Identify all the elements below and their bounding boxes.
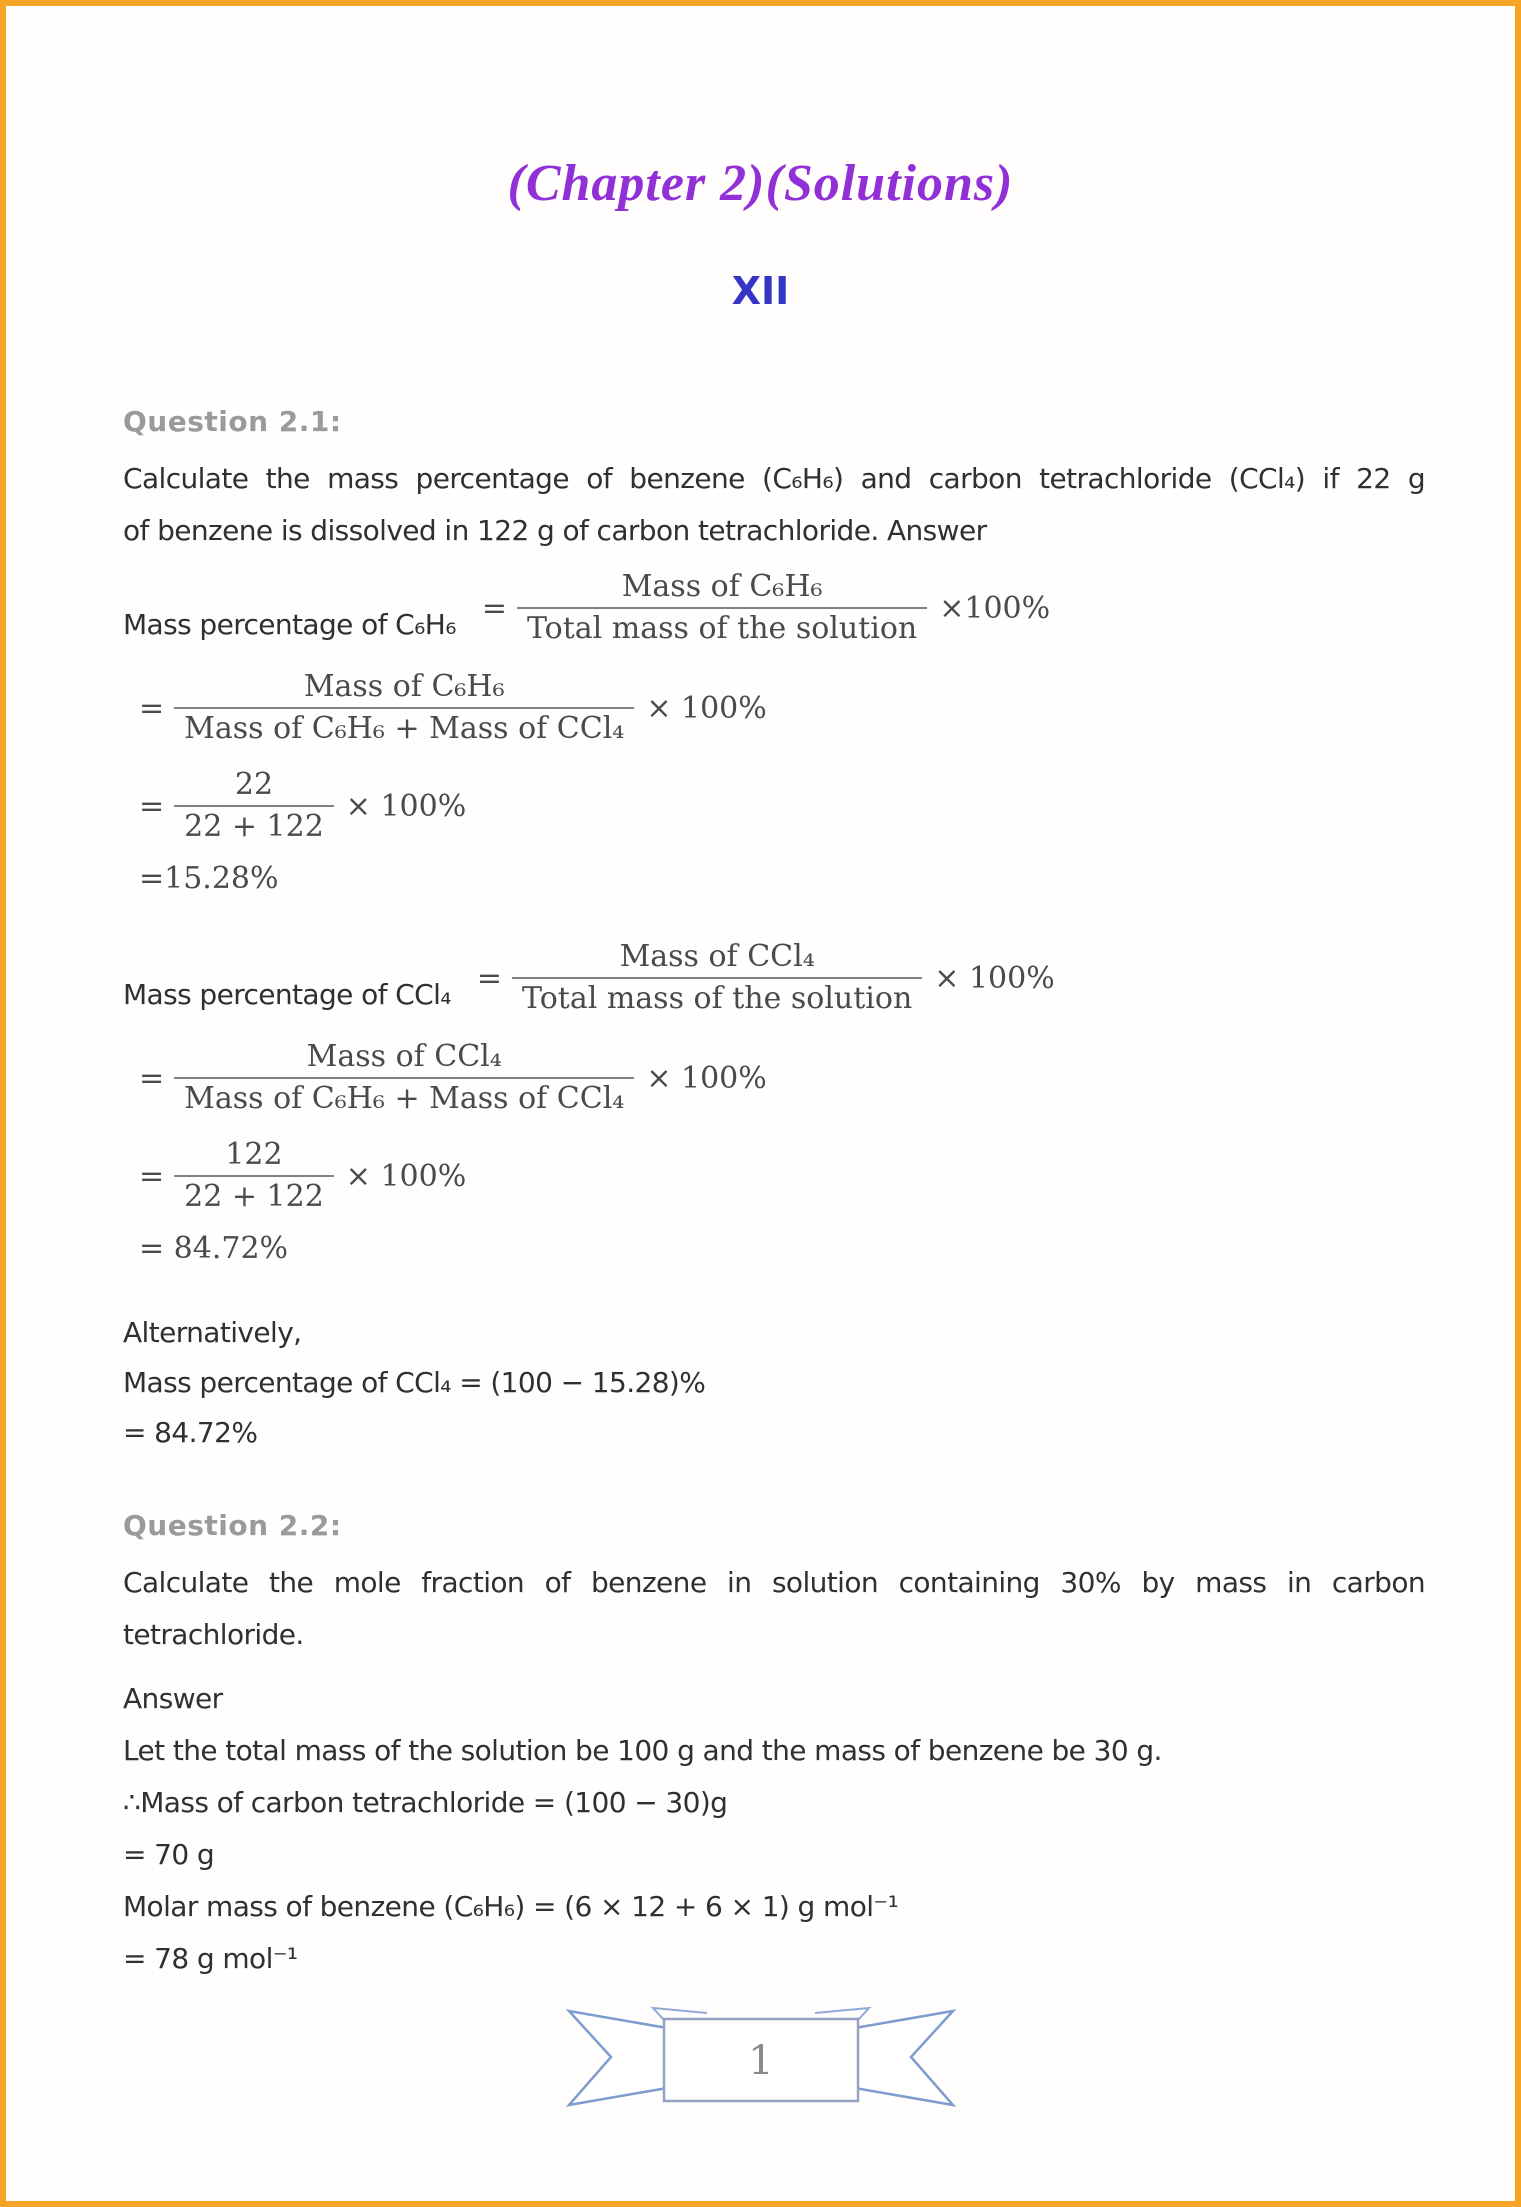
equals-sign: = bbox=[476, 960, 503, 996]
page-content bbox=[6, 405, 1515, 1977]
fraction bbox=[512, 937, 922, 1019]
equals-sign: = bbox=[139, 788, 165, 824]
question-2-2-line-2: tetrachloride. bbox=[123, 1618, 304, 1651]
ribbon-right-tail bbox=[849, 2011, 953, 2105]
formula-c6h6-numeric bbox=[123, 765, 1425, 847]
question-2-2-line-1: Calculate the mole fraction of benzene in solution containing 30% by mass in carbon bbox=[123, 1566, 1425, 1599]
page-title: (Chapter 2)(Solutions) bbox=[507, 155, 1014, 212]
question-2-2-solution-steps bbox=[123, 1733, 1425, 1977]
question-2-2-text bbox=[123, 1557, 1425, 1661]
fraction-denominator: Total mass of the solution bbox=[517, 607, 927, 649]
question-2-2-heading: Question 2.2: bbox=[123, 1509, 342, 1542]
formula-ccl4-numeric bbox=[123, 1135, 1425, 1217]
equals-sign: = bbox=[139, 1060, 165, 1096]
fraction-denominator: Mass of C₆H₆ + Mass of CCl₄ bbox=[174, 1077, 634, 1119]
page-subtitle: XII bbox=[731, 269, 790, 313]
page-number: 1 bbox=[747, 2038, 774, 2084]
question-2-1-heading: Question 2.1: bbox=[123, 405, 342, 438]
equals-sign: = bbox=[139, 1158, 165, 1194]
fraction-numerator: Mass of CCl₄ bbox=[306, 1039, 502, 1074]
multiply-100-percent: ×100% bbox=[939, 590, 1051, 626]
formula-mass-percent-ccl4-definition bbox=[123, 937, 1425, 1019]
formula-expression bbox=[139, 667, 767, 749]
solution-step: Let the total mass of the solution be 100 g and the mass of benzene be 30 g. bbox=[123, 1734, 1162, 1767]
formula-expression bbox=[139, 1037, 767, 1119]
alternative-equation: Mass percentage of CCl₄ = (100 − 15.28)% bbox=[123, 1366, 706, 1399]
multiply-100-percent: × 100% bbox=[345, 1158, 467, 1194]
multiply-100-percent: × 100% bbox=[646, 1060, 767, 1096]
fraction bbox=[174, 765, 334, 847]
question-2-1-text bbox=[123, 453, 1425, 557]
answer-label: Answer bbox=[123, 1682, 223, 1715]
result-c6h6-percent: =15.28% bbox=[139, 861, 279, 896]
solution-step: ∴Mass of carbon tetrachloride = (100 − 30)g bbox=[123, 1786, 728, 1819]
fraction-numerator: Mass of C₆H₆ bbox=[303, 669, 505, 704]
equals-sign: = bbox=[139, 690, 165, 726]
formula-expression bbox=[477, 937, 1055, 1019]
solution-step: = 70 g bbox=[123, 1838, 215, 1871]
solution-step: = 78 g mol⁻¹ bbox=[123, 1942, 298, 1975]
fraction bbox=[517, 567, 927, 649]
fraction-denominator: 22 + 122 bbox=[174, 1175, 334, 1217]
formula-expression bbox=[482, 567, 1050, 649]
ribbon-left-tail bbox=[569, 2011, 673, 2105]
alternative-method bbox=[123, 1315, 1425, 1451]
fraction-numerator: Mass of CCl₄ bbox=[619, 939, 815, 974]
equals-sign: = bbox=[481, 590, 507, 626]
question-2-1-line-2: of benzene is dissolved in 122 g of carbon tetrachloride. Answer bbox=[123, 514, 987, 547]
multiply-100-percent: × 100% bbox=[646, 690, 767, 726]
formula-mass-percent-c6h6-definition bbox=[123, 567, 1425, 649]
fraction-denominator: 22 + 122 bbox=[174, 805, 334, 847]
formula-expression bbox=[139, 1135, 466, 1217]
formula-label: Mass percentage of CCl₄ bbox=[123, 978, 451, 1011]
formula-label: Mass percentage of C₆H₆ bbox=[123, 608, 456, 641]
fraction bbox=[174, 1037, 634, 1119]
alternatively-label: Alternatively, bbox=[123, 1316, 302, 1349]
fraction-numerator: 22 bbox=[234, 767, 274, 802]
question-2-1-line-1: Calculate the mass percentage of benzene (C₆H₆) and carbon tetrachloride (CCl₄) if 22 g bbox=[123, 462, 1425, 495]
formula-c6h6-expanded bbox=[123, 667, 1425, 749]
formula-ccl4-expanded bbox=[123, 1037, 1425, 1119]
fraction-denominator: Total mass of the solution bbox=[512, 977, 922, 1019]
fraction-denominator: Mass of C₆H₆ + Mass of CCl₄ bbox=[174, 707, 634, 749]
fraction-numerator: Mass of C₆H₆ bbox=[621, 569, 823, 604]
multiply-100-percent: × 100% bbox=[934, 960, 1055, 996]
fraction bbox=[174, 667, 634, 749]
formula-expression bbox=[139, 765, 466, 847]
fraction-numerator: 122 bbox=[225, 1137, 283, 1172]
solution-step: Molar mass of benzene (C₆H₆) = (6 × 12 + 6 × 1) g mol⁻¹ bbox=[123, 1890, 899, 1923]
result-ccl4-percent: = 84.72% bbox=[139, 1231, 289, 1266]
fraction bbox=[174, 1135, 334, 1217]
multiply-100-percent: × 100% bbox=[345, 788, 467, 824]
alternative-result: = 84.72% bbox=[123, 1416, 258, 1449]
page-number-ribbon bbox=[561, 2003, 961, 2115]
